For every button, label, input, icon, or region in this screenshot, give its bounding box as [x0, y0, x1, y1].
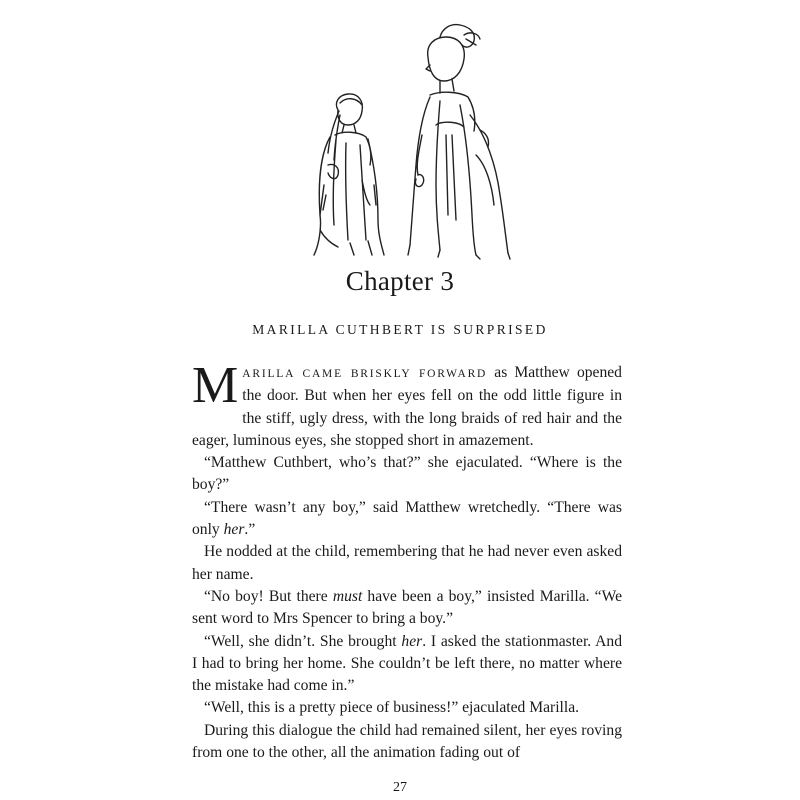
italic-word: must	[332, 587, 363, 605]
paragraph	[192, 697, 622, 719]
paragraph-text: During this dialogue the child had remained silent, her eyes roving from one to the other, all the animation fading out of	[192, 721, 622, 762]
girl-figure-icon	[314, 94, 384, 255]
paragraph	[192, 497, 622, 542]
paragraph-text: have been a boy,” insisted Marilla. “We sent word to Mrs Spencer to bring a boy.”	[192, 587, 622, 628]
woman-figure-icon	[408, 25, 510, 259]
paragraph	[192, 452, 622, 497]
paragraph	[192, 541, 622, 586]
paragraph-text: “Matthew Cuthbert, who’s that?” she ejaculated. “Where is the boy?”	[192, 454, 622, 494]
paragraph	[192, 720, 622, 765]
italic-word: her	[401, 632, 423, 650]
chapter-title: Chapter 3	[345, 266, 455, 296]
paragraph-text: “No boy! But there	[204, 587, 333, 605]
opening-small-caps: ARILLA CAME BRISKLY FORWARD	[242, 368, 488, 380]
page-number: 27	[393, 780, 407, 795]
paragraph-text: . I asked the stationmaster. And I had to bring her home. She couldn’t be left there, no matter where the mistake had come in.”	[192, 632, 622, 695]
drop-cap: M	[192, 357, 239, 414]
paragraph-text: “Well, she didn’t. She brought	[204, 632, 402, 650]
chapter-body	[192, 357, 622, 764]
paragraph-text: He nodded at the child, remembering that he had never even asked her name.	[192, 543, 622, 583]
paragraph-text: “There wasn’t any boy,” said Matthew wretchedly. “There was only	[192, 498, 622, 539]
paragraph	[192, 586, 622, 631]
paragraph	[192, 631, 622, 698]
paragraph	[192, 357, 622, 452]
chapter-illustration	[290, 15, 530, 260]
paragraph-text: “Well, this is a pretty piece of business!” ejaculated Marilla.	[204, 699, 580, 717]
paragraph-text: .”	[244, 521, 256, 539]
paragraph-text: as Matthew opened the door. But when her eyes fell on the odd little figure in the stiff, ugly dress, with the long braids of red hair and the eager, luminous eyes, she stopped short in amazement.	[192, 364, 622, 449]
italic-word: her	[223, 521, 245, 539]
chapter-subtitle: MARILLA CUTHBERT IS SURPRISED	[252, 322, 548, 337]
